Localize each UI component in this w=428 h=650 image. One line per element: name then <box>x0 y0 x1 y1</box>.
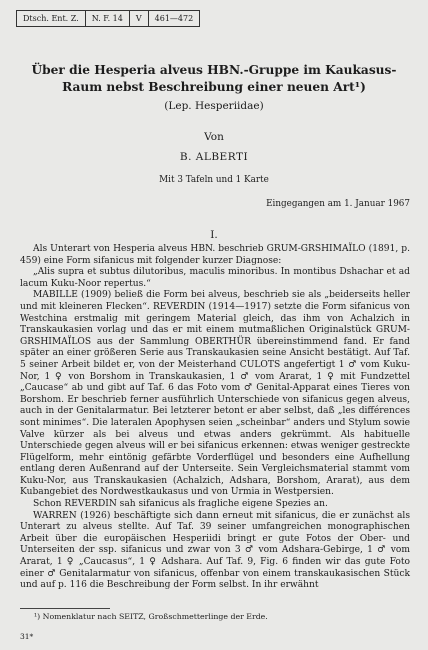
journal-name: Dtsch. Ent. Z. <box>17 11 86 26</box>
paragraph: Als Unterart von Hesperia alveus HBN. beschrieb GRUM-GRSHIMAÏLO (1891, p. 459) eine Form sifanicus mit folgender kurzer Diagnose: <box>20 244 410 266</box>
paragraph: „Alis supra et subtus dilutoribus, maculis minoribus. In montibus Dshachar et ad lacum Kuku-Noor repertus.“ <box>20 267 410 289</box>
article-subtitle: (Lep. Hesperiidae) <box>164 100 264 112</box>
journal-issue: V <box>130 11 149 26</box>
journal-header <box>16 10 200 27</box>
journal-series: N. F. 14 <box>86 11 130 26</box>
signature-mark: 31* <box>20 632 34 641</box>
received-date: Eingegangen am 1. Januar 1967 <box>266 199 410 209</box>
author-name: B. ALBERTI <box>179 151 249 163</box>
plates-note: Mit 3 Tafeln und 1 Karte <box>159 175 269 185</box>
body-text <box>20 244 410 592</box>
page-range: 461—472 <box>154 14 194 23</box>
section-heading: I. <box>210 229 218 241</box>
paragraph: MABILLE (1909) beließ die Form bei alveus, beschrieb sie als „beiderseits heller und mit kleineren Flecken“. REVERDIN (1914—1917) setzte die Form sifanicus von Westchina erstmalig mit geringem Material gleich, das ihm von Achalzich in Transkaukasien vorlag und das er mit einem mutmaßlichen Originalstück GRUM-GRSHIMAÏLOS aus der Sammlung OBERTHÜR übereinstimmend fand. Er fand später an einer größeren Serie aus Transkaukasien seine Ansicht bestätigt. Auf Taf. 5 seiner Arbeit bildet er, von der Meisterhand CULOTS angefertigt 1 ♂ vom Kuku-Nor, 1 ♀ von Borshom in Transkaukasien, 1 ♂ vom Ararat, 1 ♀ mit Fundzettel „Caucase“ ab und gibt auf Taf. 6 das Foto vom ♂ Genital-Apparat eines Tieres von Borshom. Er beschrieb ferner ausführlich Unterschiede von sifanicus gegen alveus, auch in der Genitalarmatur. Bei letzterer betont er aber selbst, daß „les différences sont minimes“. Die lateralen Apophysen seien „scheinbar“ anders und Stylum sowie Valve kürzer als bei alveus und etwas anders gekrümmt. Als habituelle Unterschiede gegen alveus will er bei sifanicus erkennen: etwas weniger gestreckte Flügelform, mehr eintönig gefärbte Vorderflügel und besonders eine Aufhellung entlang deren Außenrand auf der Unterseite. Sein Vergleichsmaterial stammt vom Kuku-Nor, aus Transkaukasien (Achalzich, Adshara, Borshom, Ararat), aus dem Kubangebiet des Nordwestkaukasus und von Urmia in Westpersien. <box>20 290 410 498</box>
footnote: ¹) Nomenklatur nach SEITZ, Großschmetterlinge der Erde. <box>34 612 268 621</box>
article-title: Über die Hesperia alveus HBN.-Gruppe im Kaukasus-Raum nebst Beschreibung einer neuen Art¹) <box>31 63 397 94</box>
byline-von: Von <box>204 131 224 143</box>
footnote-rule <box>20 608 110 609</box>
paragraph: WARREN (1926) beschäftigte sich dann erneut mit sifanicus, die er zunächst als Unterart zu alveus stellte. Auf Taf. 39 seiner umfangreichen monographischen Arbeit über die europäischen Hesperiidi bringt er gute Fotos der Ober- und Unterseiten der ssp. sifanicus und zwar von 3 ♂ vom Adshara-Gebirge, 1 ♂ vom Ararat, 1 ♀ „Caucasus“, 1 ♀ Adshara. Auf Taf. 9, Fig. 6 finden wir das gute Foto einer ♂ Genitalarmatur von sifanicus, offenbar von einem transkaukasischen Stück und auf p. 116 die Beschreibung der Form selbst. In ihr erwähnt <box>20 510 410 591</box>
paragraph: Schon REVERDIN sah sifanicus als fragliche eigene Spezies an. <box>33 499 328 510</box>
